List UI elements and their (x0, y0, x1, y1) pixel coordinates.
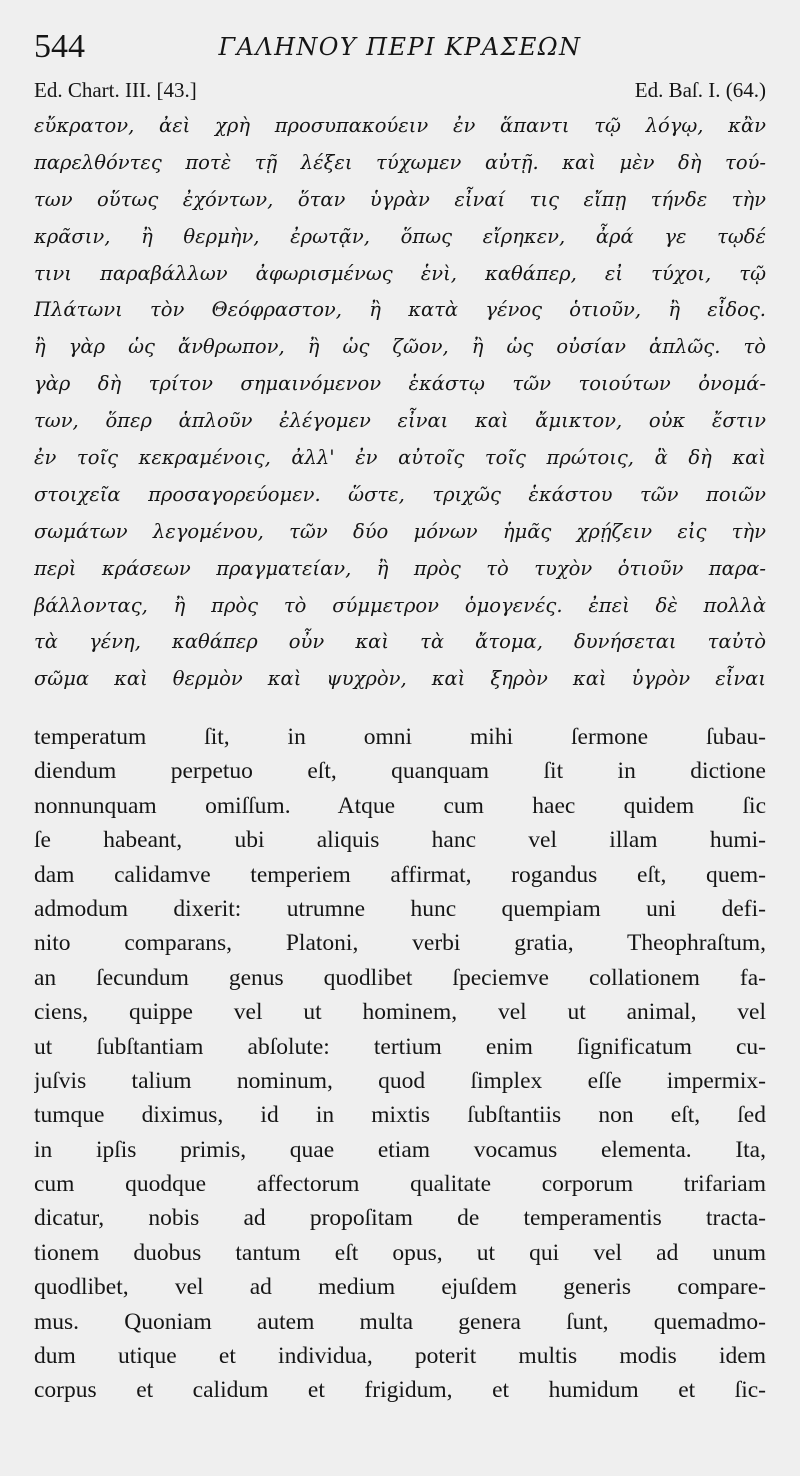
edition-reference-left: Ed. Chart. III. [43.] (34, 78, 197, 102)
latin-line: diendum perpetuo eſt, quanquam ſit in dictione (34, 758, 766, 785)
latin-line: in ipſis primis, quae etiam vocamus elementa. Ita, (34, 1136, 766, 1163)
greek-line: σωμάτων λεγομένου, τῶν δύο μόνων ἡμᾶς χρῄζειν εἰς τὴν (34, 519, 766, 543)
latin-line: admodum dixerit: utrumne hunc quempiam uni defi- (34, 895, 766, 922)
latin-line: nito comparans, Platoni, verbi gratia, Theophraſtum, (34, 930, 766, 957)
greek-line: των οὕτως ἐχόντων, ὅταν ὑγρὰν εἶναί τις εἴπῃ τήνδε τὴν (34, 187, 766, 211)
greek-text-block (34, 108, 766, 698)
latin-line: ſe habeant, ubi aliquis hanc vel illam humi- (34, 827, 766, 854)
greek-line: κρᾶσιν, ἢ θερμὴν, ἐρωτᾷν, ὅπως εἴρηκεν, ἆρά γε τῳδέ (34, 224, 766, 248)
greek-line: παρελθόντες ποτὲ τῇ λέξει τύχωμεν αὐτῇ. καὶ μὲν δὴ τού- (34, 150, 766, 174)
latin-line: mus. Quoniam autem multa genera ſunt, quemadmo- (34, 1308, 766, 1335)
latin-line: quodlibet, vel ad medium ejuſdem generis compare- (34, 1274, 766, 1301)
page-header (34, 28, 766, 68)
greek-line: εὔκρατον, ἀεὶ χρὴ προσυπακούειν ἐν ἅπαντι τῷ λόγῳ, κἂν (34, 114, 766, 137)
latin-line: ut ſubſtantiam abſolute: tertium enim ſignificatum cu- (34, 1033, 766, 1060)
latin-line: corpus et calidum et frigidum, et humidum et ſic- (34, 1377, 766, 1404)
latin-line: cum quodque affectorum qualitate corporum trifariam (34, 1171, 766, 1198)
latin-line: dicatur, nobis ad propoſitam de temperamentis tracta- (34, 1205, 766, 1232)
latin-text-block (34, 720, 766, 1408)
latin-line: tionem duobus tantum eſt opus, ut qui vel ad unum (34, 1239, 766, 1266)
greek-line: τινι παραβάλλων ἀφωρισμένως ἑνὶ, καθάπερ, εἰ τύχοι, τῷ (34, 261, 766, 285)
greek-line: γὰρ δὴ τρίτον σημαινόμενον ἑκάστῳ τῶν τοιούτων ὀνομά- (34, 372, 766, 396)
edition-reference-right: Ed. Baſ. I. (64.) (634, 78, 766, 102)
greek-line: ἢ γὰρ ὡς ἄνθρωπον, ἢ ὡς ζῶον, ἢ ὡς οὐσίαν ἁπλῶς. τὸ (34, 335, 766, 359)
latin-line: ciens, quippe vel ut hominem, vel ut animal, vel (34, 999, 766, 1026)
greek-line: Πλάτωνι τὸν Θεόφραστον, ἢ κατὰ γένος ὁτιοῦν, ἢ εἶδος. (34, 298, 766, 322)
greek-line: σῶμα καὶ θερμὸν καὶ ψυχρὸν, καὶ ξηρὸν καὶ ὑγρὸν εἶναι (34, 667, 766, 691)
greek-line: των, ὅπερ ἁπλοῦν ἐλέγομεν εἶναι καὶ ἄμικτον, οὐκ ἔστιν (34, 409, 766, 433)
latin-line: nonnunquam omiſſum. Atque cum haec quidem ſic (34, 792, 766, 819)
edition-references (34, 75, 766, 107)
greek-line: τὰ γένη, καθάπερ οὖν καὶ τὰ ἄτομα, δυνήσεται ταὐτὸ (34, 630, 766, 654)
latin-line: juſvis talium nominum, quod ſimplex eſſe impermix- (34, 1067, 766, 1094)
greek-line: ἐν τοῖς κεκραμένοις, ἀλλ' ἐν αὐτοῖς τοῖς πρώτοις, ἃ δὴ καὶ (34, 446, 766, 470)
latin-line: tumque diximus, id in mixtis ſubſtantiis non eſt, ſed (34, 1102, 766, 1129)
running-title: ΓΑΛΗΝΟΥ ΠΕΡΙ ΚΡΑΣΕΩΝ (218, 33, 582, 61)
greek-line: βάλλοντας, ἢ πρὸς τὸ σύμμετρον ὁμογενές. ἐπεὶ δὲ πολλὰ (34, 593, 766, 617)
latin-line: dam calidamve temperiem affirmat, rogandus eſt, quem- (34, 861, 766, 888)
latin-line: dum utique et individua, poterit multis modis idem (34, 1343, 766, 1370)
latin-line: temperatum ſit, in omni mihi ſermone ſubau- (34, 724, 766, 750)
greek-line: περὶ κράσεων πραγματείαν, ἢ πρὸς τὸ τυχὸν ὁτιοῦν παρα- (34, 556, 766, 580)
latin-line: an ſecundum genus quodlibet ſpeciemve collationem fa- (34, 964, 766, 991)
page-number: 544 (34, 28, 85, 65)
greek-line: στοιχεῖα προσαγορεύομεν. ὥστε, τριχῶς ἑκάστου τῶν ποιῶν (34, 482, 766, 506)
